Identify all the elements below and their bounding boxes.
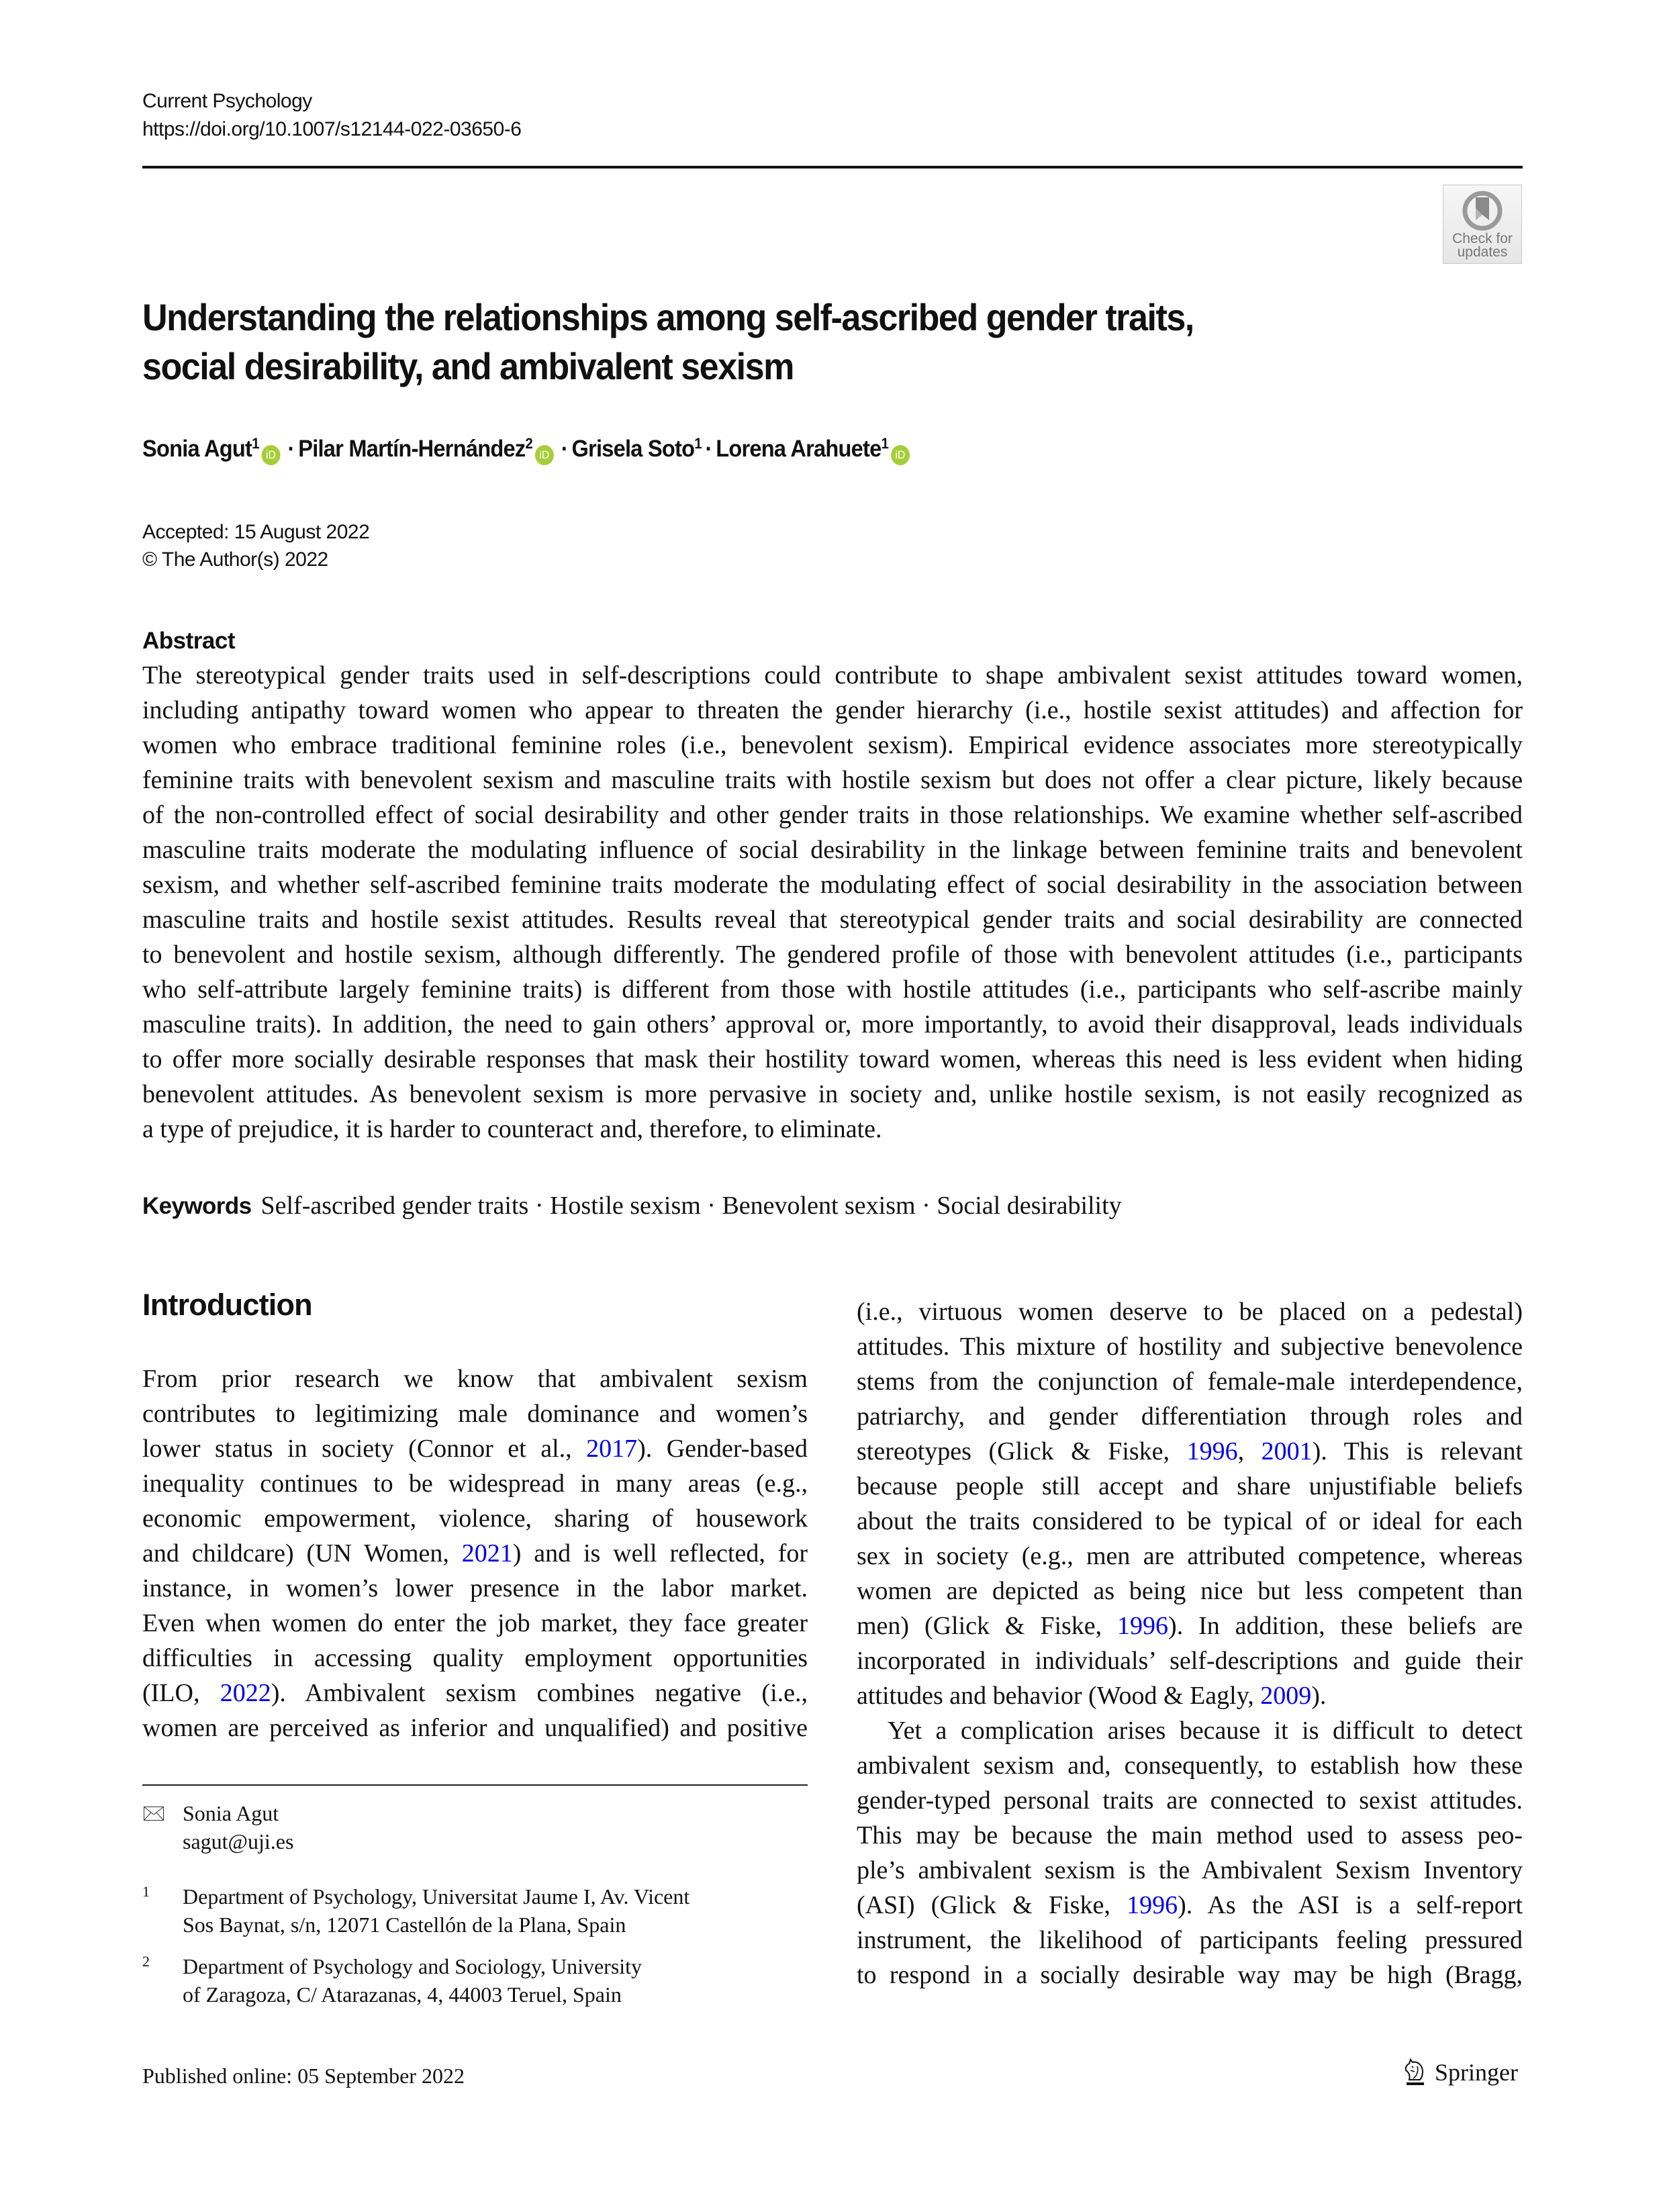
body-text: ). In addition, these beliefs are — [1168, 1612, 1523, 1640]
body-text: Even when women do enter the job market, they face greater — [142, 1609, 808, 1637]
abstract-heading: Abstract — [142, 628, 235, 654]
doi-link[interactable]: https://doi.org/10.1007/s12144-022-03650-6 — [142, 118, 522, 140]
body-text: patriarchy, and gender differentiation through roles and — [857, 1402, 1523, 1431]
body-line — [857, 1294, 1523, 1329]
author-separator: · — [561, 436, 568, 462]
citation-link[interactable]: 2022 — [220, 1679, 271, 1707]
body-text: and childcare) (UN Women, — [142, 1539, 462, 1568]
affiliation-line: of Zaragoza, C/ Atarazanas, 4, 44003 Teruel, Spain — [183, 1982, 622, 2007]
citation-link[interactable]: 2017 — [586, 1435, 638, 1463]
body-text: ambivalent sexism and, consequently, to establish how these — [857, 1751, 1523, 1780]
body-line — [857, 1958, 1523, 1992]
affiliation-mark: 2 — [525, 435, 533, 452]
body-line — [857, 1748, 1523, 1783]
title-line-2: social desirability, and ambivalent sexism — [142, 345, 794, 387]
abstract-line: feminine traits with benevolent sexism and masculine traits with hostile sexism but does not offer a clear picture, likely because — [142, 766, 1523, 794]
body-line — [857, 1399, 1523, 1434]
body-text: (ILO, — [142, 1679, 220, 1707]
author-name[interactable]: Sonia Agut — [142, 436, 252, 462]
abstract-line: sexism, and whether self-ascribed feminine traits moderate the modulating effect of social desirability in the association between — [142, 871, 1523, 899]
body-line — [142, 1396, 808, 1431]
footnote-divider — [142, 1784, 808, 1786]
abstract-line: women who embrace traditional feminine roles (i.e., benevolent sexism). Empirical evidence associates more stereotypically — [142, 731, 1523, 759]
affiliation-line: Sos Baynat, s/n, 12071 Castellón de la Plana, Spain — [183, 1913, 626, 1937]
citation-link[interactable]: 2001 — [1261, 1437, 1313, 1465]
accepted-date: Accepted: 15 August 2022 — [142, 521, 370, 543]
body-text: instrument, the likelihood of participants feeling pressured — [857, 1926, 1523, 1954]
body-text: inequality continues to be widespread in many areas (e.g., — [142, 1470, 808, 1498]
body-text: ) and is well reflected, for — [512, 1539, 808, 1568]
footnotes — [142, 1799, 808, 2009]
body-line — [857, 1434, 1523, 1469]
affiliation-number: 1 — [142, 1883, 150, 1900]
citation-link[interactable]: 2009 — [1260, 1682, 1312, 1710]
body-text: (i.e., virtuous women deserve to be placed on a pedestal) — [857, 1298, 1523, 1326]
right-column — [857, 1294, 1523, 1992]
body-text: attitudes and behavior (Wood & Eagly, — [857, 1682, 1261, 1710]
body-text: incorporated in individuals’ self-descriptions and guide their — [857, 1647, 1523, 1675]
abstract-line: masculine traits moderate the modulating influence of social desirability in the linkage between feminine traits and benevolent — [142, 836, 1523, 864]
body-line — [857, 1608, 1523, 1643]
abstract-line: masculine traits and hostile sexist attitudes. Results reveal that stereotypical gender traits and social desirability are connected — [142, 906, 1523, 934]
affiliation-mark: 1 — [881, 435, 889, 452]
check-for-updates-line1: Check for — [1452, 231, 1513, 246]
body-text: stems from the conjunction of female-male interdependence, — [857, 1367, 1523, 1396]
body-text: , — [1237, 1437, 1262, 1465]
body-text: stereotypes (Glick & Fiske, — [857, 1437, 1187, 1465]
body-text: to respond in a socially desirable way may be high (Bragg, — [857, 1961, 1523, 1989]
body-line — [857, 1713, 1523, 1748]
body-text: about the traits considered to be typical of or ideal for each — [857, 1507, 1523, 1535]
body-text: Yet a complication arises because it is difficult to detect — [888, 1717, 1523, 1745]
corresponding-email[interactable]: sagut@uji.es — [183, 1829, 294, 1854]
body-text: difficulties in accessing quality employment opportunities — [142, 1644, 808, 1672]
body-line — [142, 1536, 808, 1571]
body-text: ). Ambivalent sexism combines negative (i.e., — [271, 1679, 808, 1707]
publisher-name: Springer — [1435, 2059, 1518, 2086]
section-heading-introduction: Introduction — [142, 1288, 312, 1322]
keywords — [142, 1191, 1122, 1220]
body-text: sex in society (e.g., men are attributed competence, whereas — [857, 1542, 1523, 1570]
published-online-date: Published online: 05 September 2022 — [142, 2064, 465, 2088]
article-title — [142, 293, 1329, 391]
body-line — [857, 1643, 1523, 1678]
citation-link[interactable]: 1996 — [1186, 1437, 1238, 1465]
affiliation-2 — [142, 1952, 808, 2009]
author-separator: · — [287, 436, 295, 462]
affiliation-1 — [142, 1882, 808, 1939]
body-text: economic empowerment, violence, sharing of housework — [142, 1504, 808, 1533]
body-line — [857, 1574, 1523, 1608]
body-line — [142, 1361, 808, 1396]
body-line — [142, 1466, 808, 1501]
body-text: instance, in women’s lower presence in the labor market. — [142, 1574, 808, 1602]
citation-link[interactable]: 1996 — [1127, 1891, 1178, 1919]
author-name[interactable]: Pilar Martín-Hernández — [298, 436, 526, 462]
body-line — [857, 1818, 1523, 1853]
body-text: ). Gender-based — [637, 1435, 808, 1463]
citation-link[interactable]: 2021 — [461, 1539, 513, 1568]
affiliation-mark: 1 — [694, 435, 702, 452]
abstract-line: masculine traits). In addition, the need to gain others’ approval or, more importantly, to avoid their disapproval, leads individuals — [142, 1010, 1523, 1039]
body-line — [857, 1364, 1523, 1399]
body-line — [857, 1853, 1523, 1888]
journal-name: Current Psychology — [142, 90, 312, 112]
body-line — [857, 1469, 1523, 1504]
check-for-updates-icon — [1462, 191, 1503, 231]
body-text: attitudes. This mixture of hostility and subjective benevolence — [857, 1333, 1523, 1361]
body-text: This may be because the main method used to assess peo- — [857, 1821, 1523, 1849]
copyright-notice: © The Author(s) 2022 — [142, 548, 328, 571]
abstract-line: a type of prejudice, it is harder to counteract and, therefore, to eliminate. — [142, 1115, 882, 1143]
body-text: contributes to legitimizing male dominance and women’s — [142, 1400, 808, 1428]
body-text: (ASI) (Glick & Fiske, — [857, 1891, 1127, 1919]
body-text: men) (Glick & Fiske, — [857, 1612, 1118, 1640]
corresponding-name: Sonia Agut — [183, 1801, 279, 1825]
body-text: women are perceived as inferior and unqualified) and positive — [142, 1714, 808, 1742]
check-for-updates-badge[interactable] — [1443, 185, 1522, 264]
body-line — [857, 1783, 1523, 1818]
abstract-line: to benevolent and hostile sexism, although differently. The gendered profile of those with benevolent attitudes (i.e., participants — [142, 941, 1523, 969]
author-separator: · — [705, 436, 712, 462]
check-for-updates-line2: updates — [1457, 244, 1508, 260]
affiliation-line: Department of Psychology, Universitat Jaume I, Av. Vicent — [183, 1884, 690, 1909]
body-line — [142, 1606, 808, 1641]
body-line — [857, 1923, 1523, 1958]
title-line-1: Understanding the relationships among self-ascribed gender traits, — [142, 296, 1194, 338]
body-text: lower status in society (Connor et al., — [142, 1435, 587, 1463]
abstract-line: who self-attribute largely feminine traits) is different from those with hostile attitudes (i.e., participants who self-ascribe mainly — [142, 975, 1523, 1004]
springer-logo — [1404, 2057, 1518, 2088]
orcid-icon[interactable]: iD — [535, 445, 554, 465]
body-line — [142, 1571, 808, 1606]
envelope-icon — [144, 1807, 164, 1821]
body-line — [857, 1329, 1523, 1364]
corresponding-author — [142, 1799, 808, 1856]
abstract-line: The stereotypical gender traits used in self-descriptions could contribute to shape ambivalent sexist attitudes toward women, — [142, 661, 1523, 689]
body-line — [857, 1539, 1523, 1574]
author-name[interactable]: Grisela Soto — [571, 436, 695, 462]
author-name[interactable]: Lorena Arahuete — [716, 436, 882, 462]
body-line — [142, 1501, 808, 1536]
body-line — [857, 1504, 1523, 1539]
header-divider — [142, 166, 1523, 169]
affiliation-number: 2 — [142, 1953, 150, 1970]
body-line — [142, 1676, 808, 1711]
orcid-icon[interactable]: iD — [261, 445, 280, 465]
abstract-line: including antipathy toward women who appear to threaten the gender hierarchy (i.e., hostile sexist attitudes) and affection for — [142, 696, 1523, 724]
body-text: ). This is relevant — [1312, 1437, 1523, 1465]
abstract-line: of the non-controlled effect of social desirability and other gender traits in those relationships. We examine whether self-ascribed — [142, 801, 1523, 829]
abstract-line: benevolent attitudes. As benevolent sexism is more pervasive in society and, unlike hostile sexism, is not easily recognized as — [142, 1080, 1523, 1108]
abstract-body — [142, 658, 1523, 1147]
affiliation-mark: 1 — [252, 435, 259, 452]
body-line — [142, 1711, 808, 1745]
body-text: women are depicted as being nice but less competent than — [857, 1577, 1523, 1605]
keywords-list: Self-ascribed gender traits · Hostile sexism · Benevolent sexism · Social desirability — [260, 1192, 1122, 1220]
body-text: ple’s ambivalent sexism is the Ambivalent Sexism Inventory — [857, 1856, 1523, 1884]
affiliation-line: Department of Psychology and Sociology, University — [183, 1954, 643, 1978]
body-line — [142, 1431, 808, 1466]
body-text: because people still accept and share unjustifiable beliefs — [857, 1472, 1523, 1500]
author-list — [142, 435, 913, 465]
citation-link[interactable]: 1996 — [1117, 1612, 1169, 1640]
body-text: From prior research we know that ambivalent sexism — [142, 1365, 808, 1393]
body-text: ). — [1311, 1682, 1327, 1710]
body-line — [857, 1888, 1523, 1923]
keywords-label: Keywords — [142, 1193, 252, 1219]
body-text: gender-typed personal traits are connected to sexist attitudes. — [857, 1786, 1523, 1815]
orcid-icon[interactable]: iD — [891, 445, 910, 465]
springer-knight-icon — [1404, 2057, 1427, 2088]
abstract-line: to offer more socially desirable responses that mask their hostility toward women, whereas this need is less evident when hiding — [142, 1045, 1523, 1073]
left-column — [142, 1361, 808, 1745]
check-for-updates-label — [1443, 232, 1521, 259]
body-line — [857, 1678, 1523, 1713]
body-line — [142, 1641, 808, 1676]
body-text: ). As the ASI is a self-report — [1178, 1891, 1523, 1919]
